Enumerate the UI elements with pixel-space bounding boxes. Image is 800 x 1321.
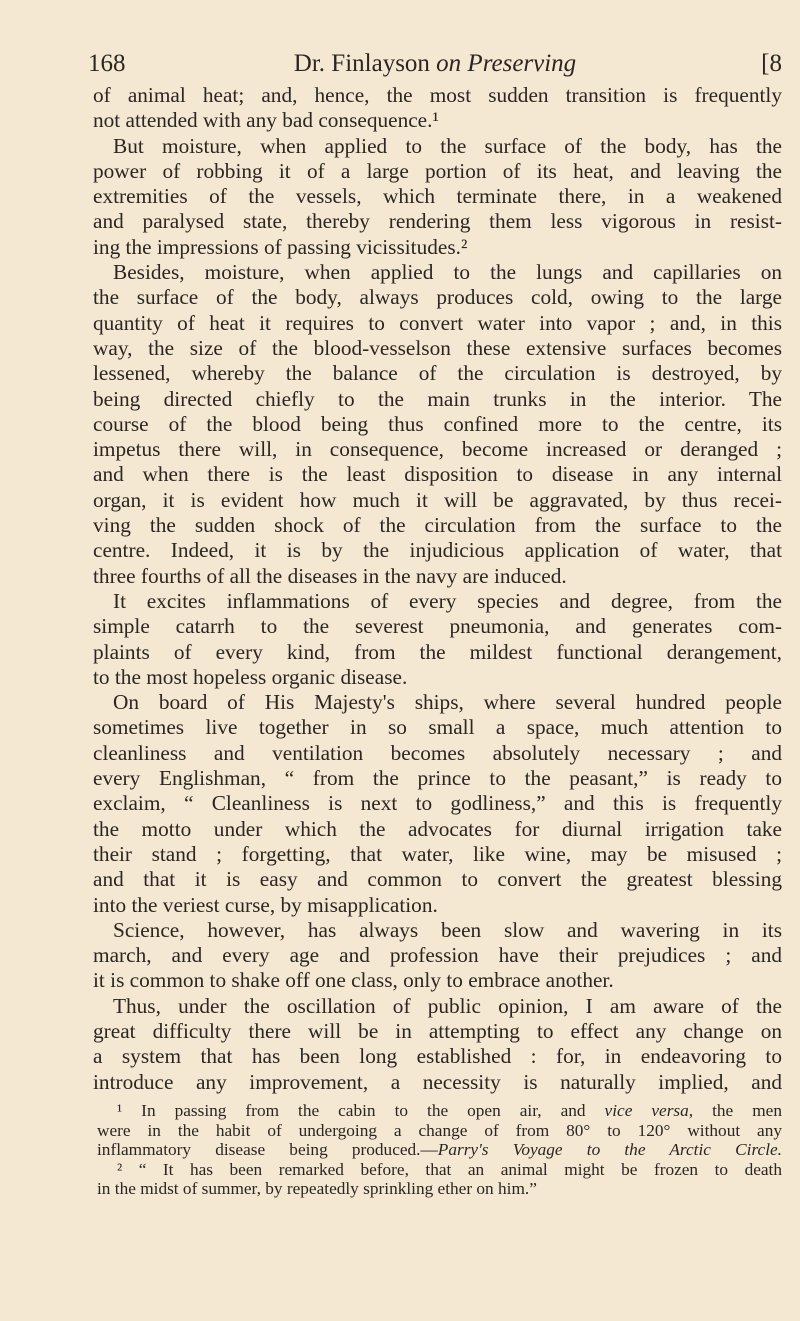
- text-line: and paralysed state, thereby rendering them less vigorous in resist-: [93, 209, 782, 234]
- footnote-line: [97, 1140, 782, 1160]
- text-line: It excites inflammations of every species and degree, from the: [113, 588, 782, 613]
- text-line: power of robbing it of a large portion of its heat, and leaving the: [93, 158, 782, 183]
- text-line: On board of His Majesty's ships, where several hundred people: [113, 690, 782, 715]
- text-line: not attended with any bad consequence.¹: [93, 108, 439, 133]
- footnote-text: inflammatory disease being produced.—: [97, 1140, 438, 1160]
- text-line: a system that has been long established : for, in endeavoring to: [93, 1044, 782, 1069]
- footnote-text: ² “ It has been remarked before, that an animal might be frozen to death: [117, 1159, 782, 1179]
- footnote-italic-text: vice versa: [604, 1101, 689, 1120]
- text-line: course of the blood being thus confined more to the centre, its: [93, 411, 782, 436]
- footnotes: [97, 1101, 782, 1199]
- text-line: Thus, under the oscillation of public opinion, I am aware of the: [113, 993, 782, 1018]
- running-title-roman: Dr. Finlayson: [293, 50, 437, 77]
- footnote-line: [97, 1101, 782, 1121]
- text-line: ing the impressions of passing vicissitudes.²: [93, 234, 468, 259]
- text-line: way, the size of the blood-vesselson these extensive surfaces becomes: [93, 335, 782, 360]
- running-header: [88, 50, 782, 84]
- text-line: great difficulty there will be in attempting to effect any change on: [93, 1018, 782, 1043]
- page-number: 168: [88, 50, 126, 77]
- text-line: their stand ; forgetting, that water, like wine, may be misused ;: [93, 841, 782, 866]
- text-line: to the most hopeless organic disease.: [93, 664, 408, 689]
- text-line: it is common to shake off one class, only to embrace another.: [93, 968, 614, 993]
- text-line: extremities of the vessels, which terminate there, in a weakened: [93, 184, 782, 209]
- text-line: exclaim, “ Cleanliness is next to godliness,” and this is frequently: [93, 791, 782, 816]
- text-line: Science, however, has always been slow and wavering in its: [113, 917, 782, 942]
- footnote-line: [97, 1179, 782, 1199]
- text-line: sometimes live together in so small a space, much attention to: [93, 715, 782, 740]
- running-title-italic: on Preserving: [436, 50, 577, 77]
- text-line: being directed chiefly to the main trunks in the interior. The: [93, 386, 782, 411]
- footnote-italic-text: Parry's Voyage to the Arctic Circle.: [437, 1140, 782, 1160]
- text-line: lessened, whereby the balance of the circulation is destroyed, by: [93, 361, 782, 386]
- text-line: the surface of the body, always produces cold, owing to the large: [93, 285, 782, 310]
- running-title: [88, 50, 782, 78]
- footnote-text: were in the habit of undergoing a change of from 80° to 120° without any: [97, 1120, 782, 1140]
- body-text: [93, 83, 782, 1095]
- text-line: quantity of heat it requires to convert water into vapor ; and, in this: [93, 310, 782, 335]
- text-line: every Englishman, “ from the prince to the peasant,” is ready to: [93, 766, 782, 791]
- text-line: impetus there will, in consequence, become increased or deranged ;: [93, 437, 782, 462]
- text-line: centre. Indeed, it is by the injudicious application of water, that: [93, 538, 782, 563]
- footnote-line: [97, 1160, 782, 1180]
- text-line: plaints of every kind, from the mildest functional derangement,: [93, 639, 782, 664]
- signature-mark: [8: [761, 50, 782, 77]
- footnote-text: in the midst of summer, by repeatedly sprinkling ether on him.”: [97, 1179, 537, 1199]
- text-line: and when there is the least disposition to disease in any internal: [93, 462, 782, 487]
- text-line: simple catarrh to the severest pneumonia, and generates com-: [93, 614, 782, 639]
- text-line: march, and every age and profession have their prejudices ; and: [93, 943, 782, 968]
- text-line: the motto under which the advocates for diurnal irrigation take: [93, 816, 782, 841]
- footnote-text: , the men: [688, 1101, 782, 1120]
- footnote-line: [97, 1121, 782, 1141]
- text-line: three fourths of all the diseases in the navy are induced.: [93, 563, 567, 588]
- text-line: ving the sudden shock of the circulation from the surface to the: [93, 513, 782, 538]
- text-line: Besides, moisture, when applied to the lungs and capillaries on: [113, 260, 782, 285]
- text-line: of animal heat; and, hence, the most sudden transition is frequently: [93, 83, 782, 107]
- text-line: cleanliness and ventilation becomes absolutely necessary ; and: [93, 740, 782, 765]
- text-line: and that it is easy and common to convert the greatest blessing: [93, 867, 782, 892]
- text-line: organ, it is evident how much it will be aggravated, by thus recei-: [93, 487, 782, 512]
- text-line: But moisture, when applied to the surface of the body, has the: [113, 133, 782, 158]
- footnote-text: ¹ In passing from the cabin to the open air, and: [117, 1101, 605, 1120]
- text-line: introduce any improvement, a necessity is naturally implied, and: [93, 1069, 782, 1094]
- text-line: into the veriest curse, by misapplication.: [93, 892, 438, 917]
